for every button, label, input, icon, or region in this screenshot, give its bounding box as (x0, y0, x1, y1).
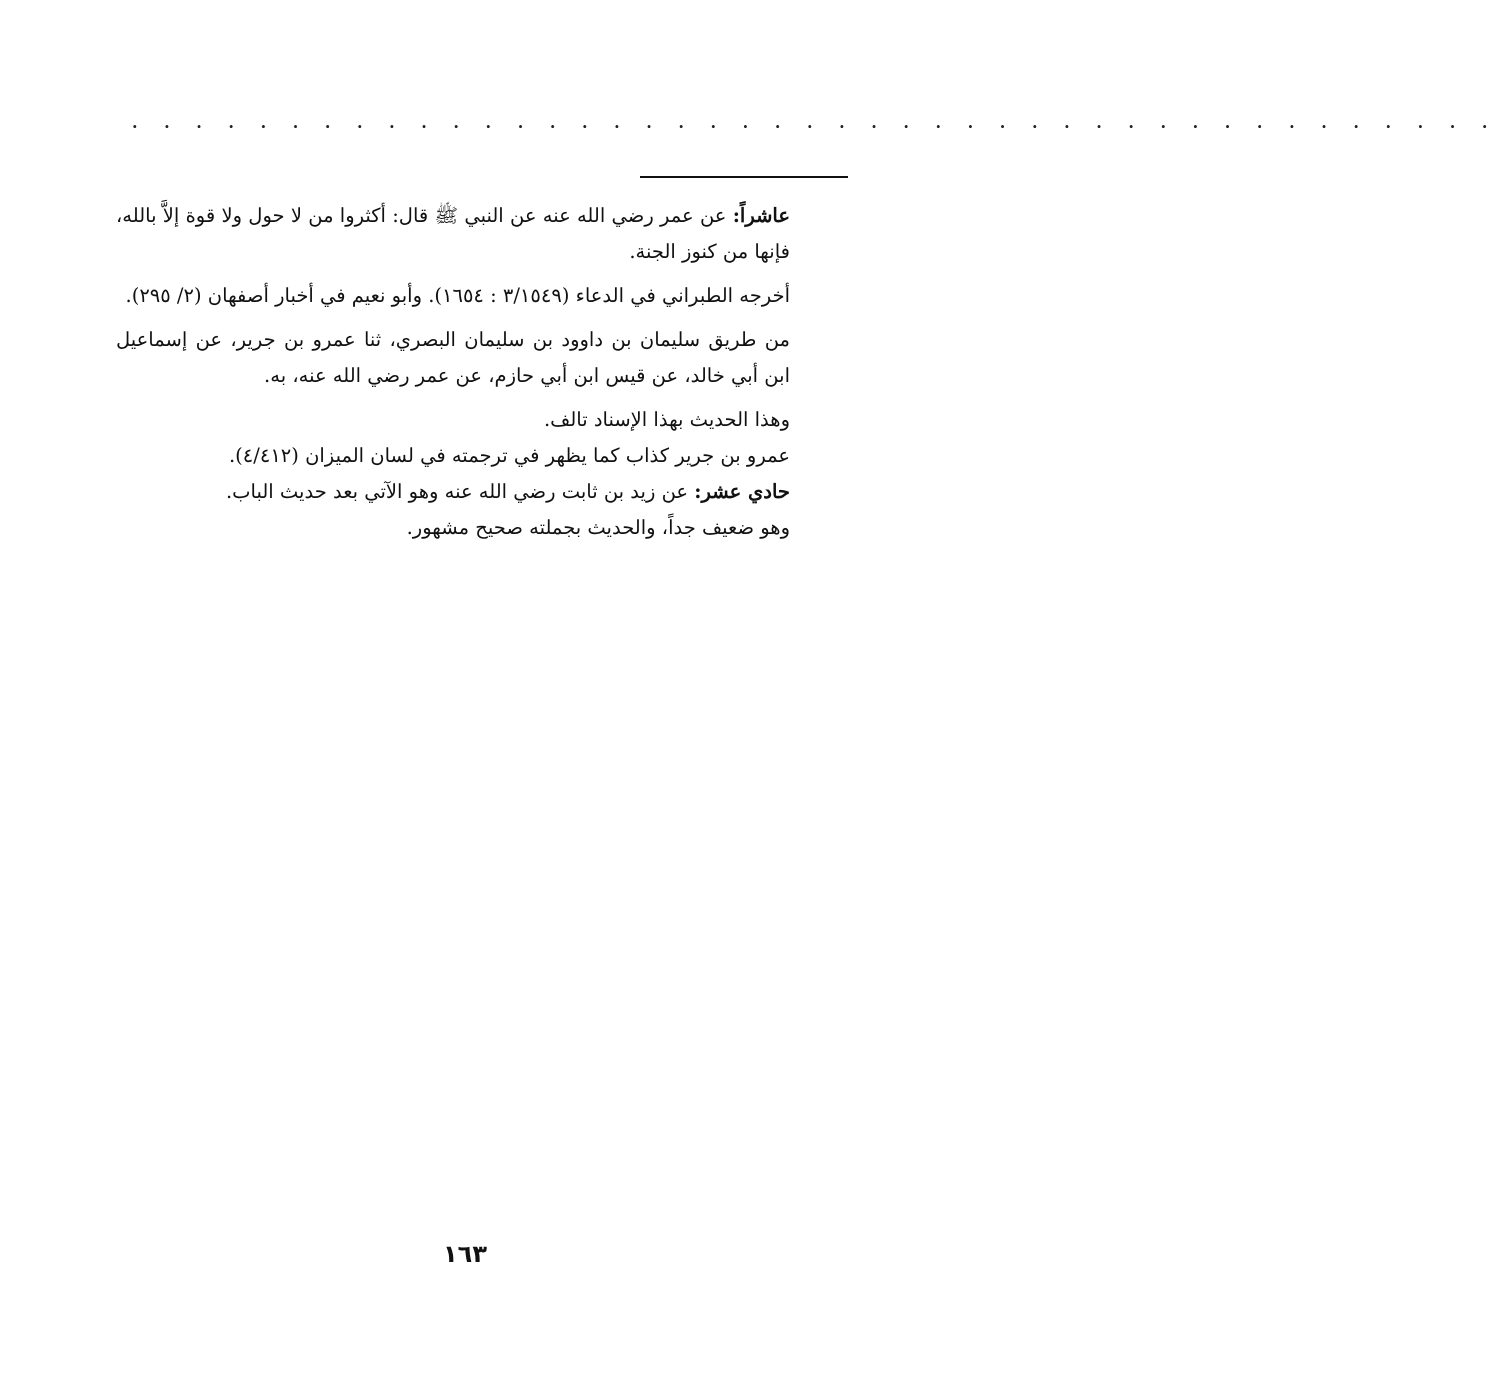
paragraph-text: وهو ضعيف جداً، والحديث بجملته صحيح مشهور. (406, 516, 790, 539)
paragraph-tenth-narration (116, 198, 848, 270)
paragraph-text: عمرو بن جرير كذاب كما يظهر في ترجمته في لسان الميزان (٤/٤١٢). (228, 444, 790, 467)
main-text (116, 198, 848, 546)
page-number: ١٦٣ (443, 1240, 487, 1268)
paragraph-text: أخرجه الطبراني في الدعاء (٣/١٥٤٩ : ١٦٥٤). وأبو نعيم في أخبار أصفهان (٢/ ٢٩٥). (125, 284, 790, 307)
paragraph-text: من طريق سليمان بن داوود بن سليمان البصري، ثنا عمرو بن جرير، عن إسماعيل ابن أبي خالد، عن قيس ابن أبي حازم، عن عمر رضي الله عنه، به. (116, 328, 790, 387)
paragraph-verdict (116, 402, 848, 438)
paragraph-narrator-note (116, 438, 848, 474)
paragraph-lead: حادي عشر: (694, 480, 790, 503)
separator-dots: . . . . . . . . . . . . . . . . . . . . . . . . . . . . . . . . . . . . . . . . . . . (132, 113, 1498, 132)
paragraph-takhrij (116, 278, 848, 314)
paragraph-eleventh-narration (116, 474, 848, 510)
paragraph-lead: عاشراً: (732, 204, 790, 227)
paragraph-isnad (116, 322, 848, 394)
paragraph-text: عن عمر رضي الله عنه عن النبي ﷺ قال: أكثروا من لا حول ولا قوة إلاَّ بالله، فإنها من كنوز الجنة. (116, 204, 790, 263)
paragraph-text: عن زيد بن ثابت رضي الله عنه وهو الآتي بعد حديث الباب. (225, 480, 695, 503)
paragraph-text: وهذا الحديث بهذا الإسناد تالف. (543, 408, 790, 431)
paragraph-conclusion (116, 510, 848, 546)
footnote-rule (640, 176, 848, 178)
